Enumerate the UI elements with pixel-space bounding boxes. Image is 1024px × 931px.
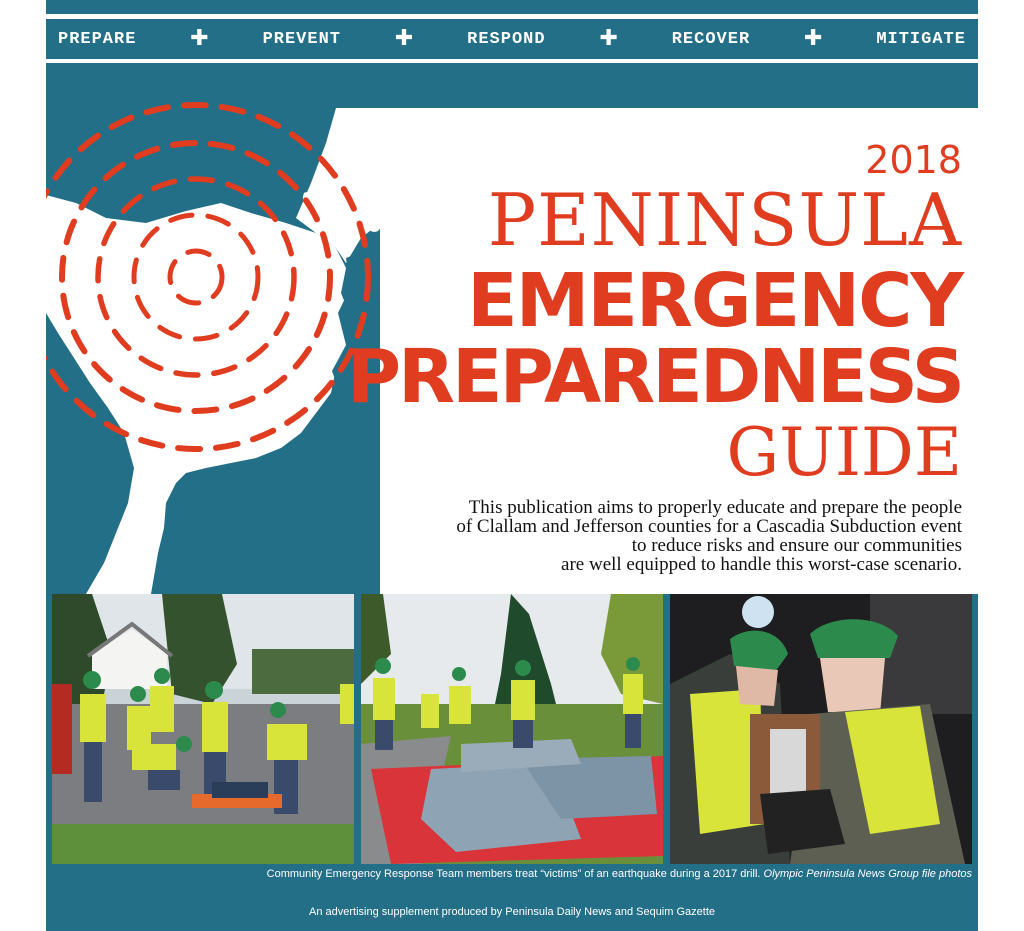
nav-item-prepare: PREPARE [58,29,137,49]
plus-icon: ✚ [804,26,823,51]
nav-item-mitigate: MITIGATE [876,29,966,49]
photo-night-rescue [670,594,972,864]
supplement-note: An advertising supplement produced by Peninsula Daily News and Sequim Gazette [308,906,715,918]
nav-bar [46,19,978,59]
title-year: 2018 [865,138,962,182]
intro-line: are well equipped to handle this worst-case scenario. [561,554,962,575]
plus-icon: ✚ [190,26,209,51]
intro-line: This publication aims to properly educate and prepare the people [468,497,962,518]
plus-icon: ✚ [394,26,414,51]
intro-line: of Clallam and Jefferson counties for a Cascadia Subduction event [456,516,962,537]
intro-line: to reduce risks and ensure our communities [631,535,962,556]
photo-credit: Olympic Peninsula News Group file photos [763,868,972,880]
top-stripe [46,0,978,14]
land-shape [46,195,351,594]
title-preparedness: PREPAREDNESS [346,334,962,420]
title-peninsula: PENINSULA [487,178,962,262]
photo-park-drill [361,594,663,864]
title-guide: GUIDE [726,414,962,491]
photo-caption [46,868,972,880]
nav-item-recover: RECOVER [671,29,751,49]
peninsula-map-illustration [46,63,466,594]
title-emergency: EMERGENCY [467,258,962,344]
caption-text: Community Emergency Response Team members treat “victims” of an earthquake during a 2017 drill. [266,868,761,880]
nav-item-respond: RESPOND [467,29,546,49]
nav-item-prevent: PREVENT [262,29,341,49]
plus-icon: ✚ [599,26,618,51]
photo-street-drill [52,594,354,864]
intro-paragraph [422,498,962,574]
